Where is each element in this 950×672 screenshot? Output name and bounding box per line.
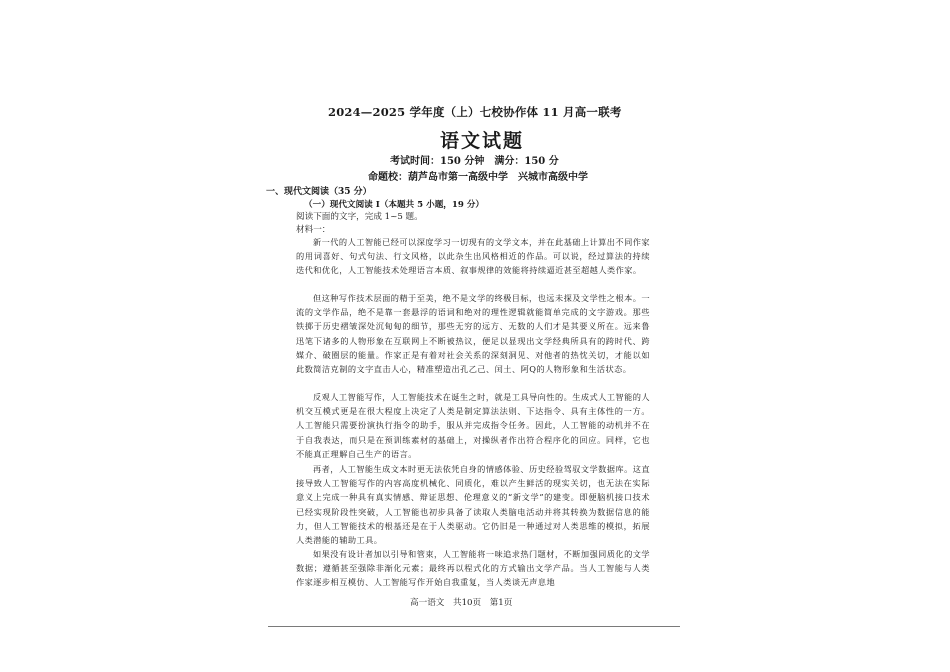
subject-title: 语文试题 <box>440 130 525 152</box>
reading-instruction: 阅读下面的文字，完成 1~5 题。 <box>296 212 423 222</box>
setting-schools: 命题校：葫芦岛市第一高级中学 兴城市高级中学 <box>368 172 588 183</box>
exam-info: 考试时间：150 分钟 满分：150 分 <box>390 156 559 167</box>
exam-page <box>266 96 658 616</box>
exam-title: 2024—2025 学年度（上）七校协作体 11 月高一联考 <box>328 105 622 119</box>
section-title: 一、现代文阅读（35 分） <box>266 187 372 197</box>
material-label: 材料一： <box>296 225 331 235</box>
paragraph: 反观人工智能写作，人工智能技术在诞生之时，就是工具导向性的。生成式人工智能的人机交互模式更是在很大程度上决定了人类是制定算法法则、下达指令、具有主体性的一方。人工智能只需要扮演执行指令的助手，服从并完成指令任务。因此，人工智能的动机并不在于自我表达，而只是在预训练素材的基础上，对操纵者作出符合程序化的回应。同样，它也不能真正理解自己生产的语言。 <box>296 392 650 459</box>
page-divider <box>268 626 680 627</box>
paragraph: 再者，人工智能生成文本时更无法依凭自身的情感体验、历史经验驾驭文学数据库。这直接导致人工智能写作的内容高度机械化、同质化，难以产生鲜活的现实关切，也无法在实际意义上完成一种具有真实情感、辩证思想、伦理意义的“新文学”的建变。即便脑机接口技术已经实现阶段性突破，人工智能也初步具备了读取人类脑电活动并将其转换为数据信息的能力，但人工智能技术的根基还是在于人类驱动。它仍旧是一种通过对人类思维的模拟，拓展人类潜能的辅助工具。 <box>296 464 650 546</box>
paragraph: 如果没有设计者加以引导和管束，人工智能将一味追求热门题材，不断加强同质化的文学数据；遵循甚至强除非渐化元素；最终再以程式化的方式输出文学产品。当人工智能与人类作家逐步相互模仿、人工智能写作开始自我重复，当人类谈无声息地 <box>296 549 650 588</box>
paragraph: 但这种写作技术层面的精于至美，绝不是文学的终极目标，也远未探及文学性之根本。一流的文学作品，绝不是靠一套悬浮的语词和绝对的理性逻辑就能简单完成的文字游戏。那些铁掷于历史褶皱深处沉甸甸的细节，那些无穷的远方、无数的人们才是其要义所在。远来鲁迅笔下诸多的人物形象在互联网上不断被热议，便足以显现出文学经典所具有的跨时代、跨媒介、破圈层的能量。作家正是有着对社会关系的深刻洞见、对他者的热忱关切，才能以如此数简洁克制的文字直击人心，精准塑造出孔乙己、闰土、阿Q的人物形象和生活状态。 <box>296 293 650 375</box>
paragraph: 新一代的人工智能已经可以深度学习一切现有的文学文本，并在此基础上计算出不同作家的用词喜好、句式句法、行文风格，以此杂生出风格相近的作品。可以说，经过算法的持续迭代和优化，人工智能技术处理语言本质、叙事规律的效能将持续逼近甚至超越人类作家。 <box>296 237 650 276</box>
subsection-title: （一）现代文阅读 I（本题共 5 小题，19 分） <box>304 200 485 210</box>
page-footer: 高一语文 共10页 第1页 <box>410 598 513 608</box>
